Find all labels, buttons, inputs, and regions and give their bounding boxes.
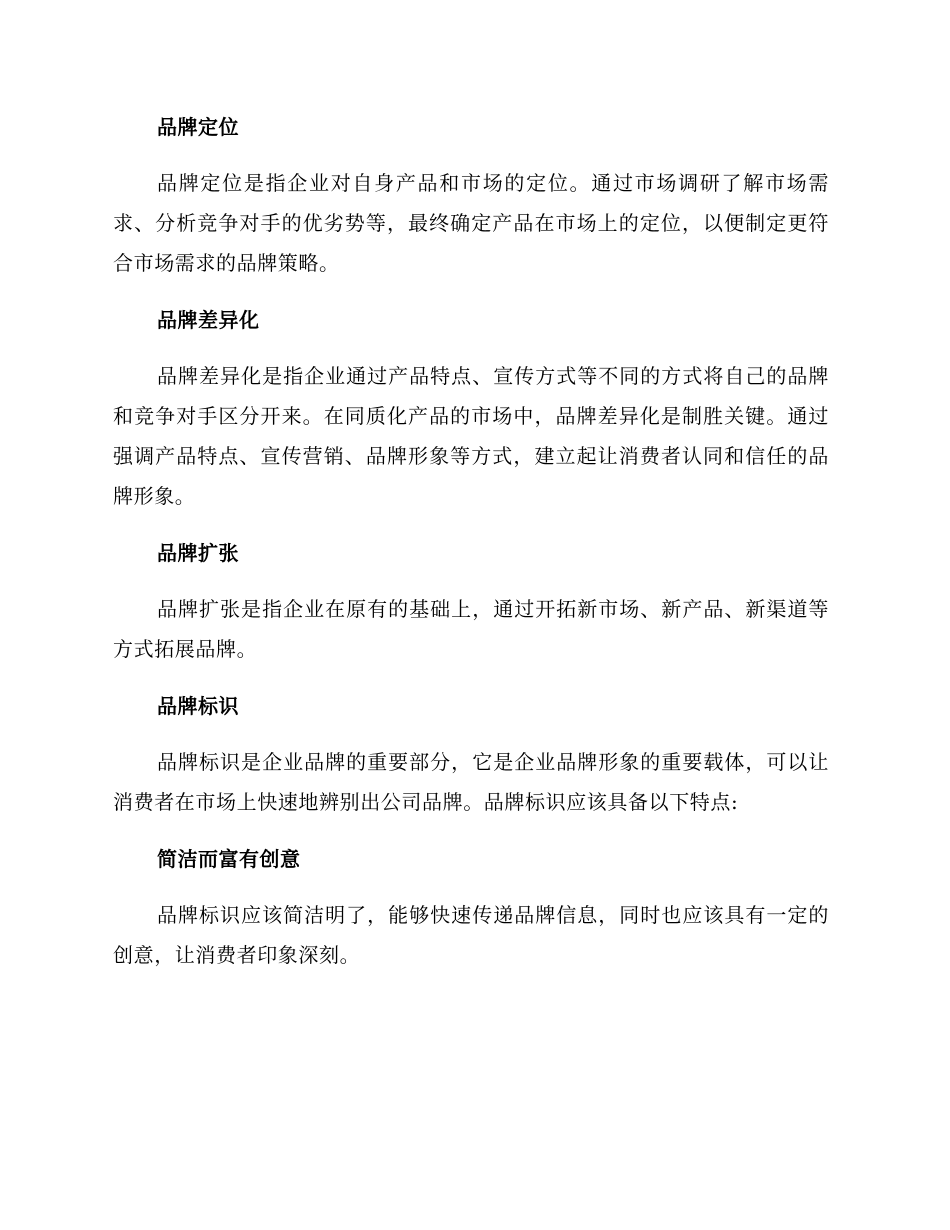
section-paragraph: 品牌标识是企业品牌的重要部分，它是企业品牌形象的重要载体，可以让消费者在市场上快速地辨别出公司品牌。品牌标识应该具备以下特点:	[113, 750, 829, 814]
section-brand-expansion	[113, 537, 829, 669]
section-paragraph: 品牌定位是指企业对自身产品和市场的定位。通过市场调研了解市场需求、分析竞争对手的优劣势等，最终确定产品在市场上的定位，以便制定更符合市场需求的品牌策略。	[113, 171, 829, 275]
section-brand-logo	[113, 690, 829, 822]
section-paragraph: 品牌差异化是指企业通过产品特点、宣传方式等不同的方式将自己的品牌和竞争对手区分开来。在同质化产品的市场中，品牌差异化是制胜关键。通过强调产品特点、宣传营销、品牌形象等方式，建立起让消费者认同和信任的品牌形象。	[113, 364, 829, 508]
section-heading: 品牌扩张	[157, 541, 239, 565]
section-heading: 简洁而富有创意	[157, 847, 301, 871]
section-brand-differentiation	[113, 304, 829, 516]
section-simple-creative	[113, 843, 829, 975]
section-heading: 品牌定位	[157, 115, 239, 139]
section-paragraph: 品牌标识应该简洁明了，能够快速传递品牌信息，同时也应该具有一定的创意，让消费者印象深刻。	[113, 903, 829, 967]
section-heading: 品牌差异化	[157, 308, 260, 332]
section-paragraph: 品牌扩张是指企业在原有的基础上，通过开拓新市场、新产品、新渠道等方式拓展品牌。	[113, 597, 829, 661]
section-brand-positioning	[113, 111, 829, 283]
section-heading: 品牌标识	[157, 694, 239, 718]
